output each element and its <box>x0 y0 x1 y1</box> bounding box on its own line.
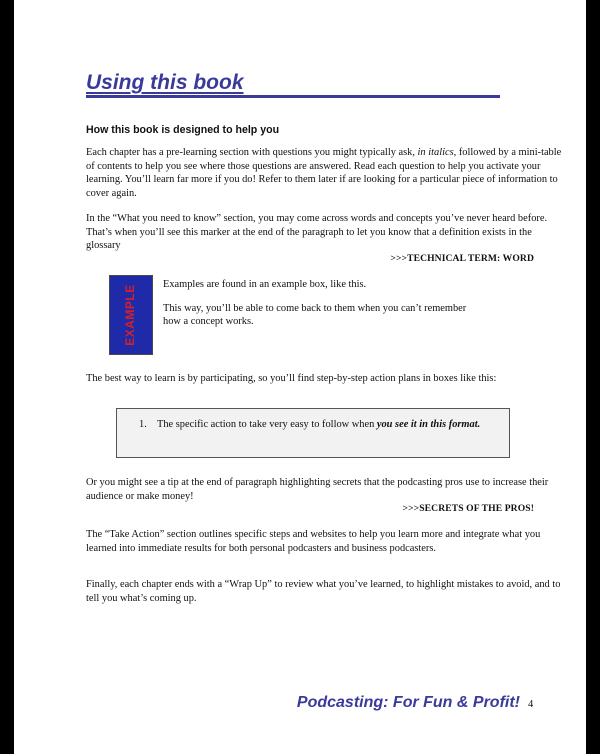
para4-text: Or you might see a tip at the end of paragraph highlighting secrets that the podcasting pros use to increase their audience or make money! <box>86 477 549 502</box>
paragraph-wrap-up <box>86 578 566 605</box>
para2-text: In the “What you need to know” section, you may come across words and concepts you’ve never heard before. That’s when you’ll see this marker at the end of the paragraph to let you know that a definition exists in the glossary <box>86 213 548 252</box>
title-rule <box>86 95 500 98</box>
technical-term-marker: >>>TECHNICAL TERM: WORD <box>390 253 534 264</box>
paragraph-tip <box>86 476 566 503</box>
example-box-text <box>163 278 483 329</box>
paragraph-take-action <box>86 528 566 555</box>
secrets-marker: >>>SECRETS OF THE PROS! <box>402 503 534 514</box>
example-badge <box>109 275 153 355</box>
footer-book-title: Podcasting: For Fun & Profit! <box>296 694 520 711</box>
para5-text: The “Take Action” section outlines specific steps and websites to help you learn more and integrate what you learned into immediate results for both personal podcasters and business podcasters. <box>86 529 541 554</box>
paragraph-pre-learning <box>86 146 566 200</box>
para1-italic: in italics <box>417 147 454 158</box>
action-text <box>157 418 497 432</box>
document-page <box>14 0 586 754</box>
action-text-italic: you see it in this format. <box>376 419 481 430</box>
action-number: 1. <box>139 419 147 430</box>
paragraph-participating <box>86 372 566 386</box>
section-heading: How this book is designed to help you <box>86 124 280 136</box>
example-badge-label: EXAMPLE <box>123 284 138 346</box>
action-text-plain: The specific action to take very easy to follow when <box>157 419 377 430</box>
example-line-2: This way, you’ll be able to come back to them when you can’t remember how a concept works. <box>163 302 467 328</box>
para3-text: The best way to learn is by participating, so you’ll find step-by-step action plans in boxes like this: <box>86 373 497 384</box>
page-number: 4 <box>528 699 534 710</box>
action-plan-box <box>116 408 510 458</box>
para1-text-b: , followed by a mini-table of contents to help you see where those questions are answered. Read each question to help you activate your learning. You’ll learn far more if you do! Refer to them later if are looking for a particular piece of information to cover again. <box>86 147 562 199</box>
para1-text-a: Each chapter has a pre-learning section with questions you might typically ask, <box>86 147 418 158</box>
paragraph-what-you-need <box>86 212 566 253</box>
page-title: Using this book <box>86 71 244 94</box>
example-line-1: Examples are found in an example box, like this. <box>163 279 367 290</box>
para6-text: Finally, each chapter ends with a “Wrap Up” to review what you’ve learned, to highlight mistakes to avoid, and to tell you what’s coming up. <box>86 579 561 604</box>
